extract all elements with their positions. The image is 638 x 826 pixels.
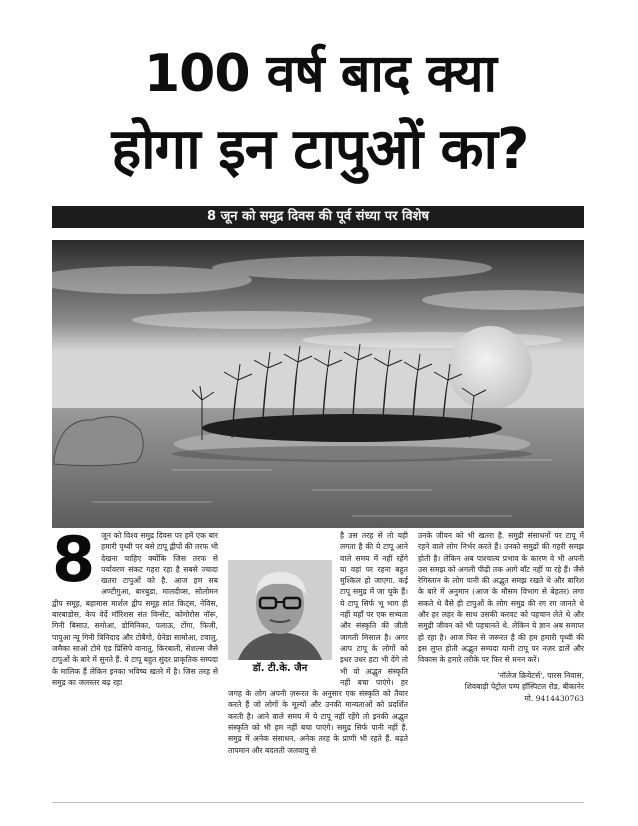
drop-cap: 8 (52, 530, 96, 596)
headline-line-2: होगा इन टापुओं का? (111, 117, 529, 182)
island-photo (52, 240, 584, 528)
headline-line-1: 100 वर्ष बाद क्या (143, 44, 497, 104)
column-1-text: जून को विश्व समुद्र दिवस पर हमें एक बार हमारी पृथ्वी पर बसे टापू द्वीपों की तरफ भी देखना चाहिए क्योंकि जिस तरफ से पर्यावरण संकट गहरा रहा है सबसे ज्यादा खतरा टापुओं को है. आज हम सब अण्टीगुआ, बारबुडा, मालदीव्स, सोलोमन द्वीप समूह, बहामास मार्शल द्वीप समूह सांत किट्स, नेविस, बारबाडोस, केप वेर्दे मॉरिशस संत विन्सेंट, कोमोरोस नॉरू, गिनी बिसाउ, समोआ, डोमिनिका, पलाऊ, टोंगा, फिजी, पापुआ न्यू गिनी त्रिनिदाद और टोबैगो, ग्रेनेडा सामोआ, टवालु, जमैका साओ टोमे एंड प्रिंसिपे वानातु, किरबाती, सेशल्स जैसे टापुओं के बारे में सुनते हैं. ये टापू बहुत सुंदर प्राकृतिक सम्पदा के मालिक हैं लेकिन इनका भविष्य खतरे में है। जिस तरह से समुद्र का जलस्तर बढ़ रहा (52, 531, 218, 687)
column-3-text: उनके जीवन को भी खतरा है. समुद्री संसाधनों पर टापू में रहने वाले लोग निर्भर करते हैं। उनको समुद्रों की गहरी समझ होती है। लेकिन अब पाश्चात्य प्रभाव के कारण वे भी अपनी उस समझ को अगली पीढ़ी तक आगे बाँट नहीं पा रहे हैं। जैसे रेगिस्तान के लोग पानी की अद्भुत समझ रखते थे और बारिश के बारे में अनुमान (आज के मौसम विभाग से बेहतर) लगा सकते थे वैसे ही टापुओं के लोग समुद्र की रग रग जानते थे और हर लहर के साथ उसकी करवट को पहचान लेते थे और समुद्री जीवन को भी पहचानते थे. लेकिन ये ज्ञान अब समाप्त हो रहा है। आज फिर से जरूरत है की हम हमारी पृथ्वी की इस लुप्त होती अद्भुत सम्पदा यानी टापू पर नज़र डालें और विकास के हमारे तरीके पर फिर से मनन करें। (418, 531, 584, 665)
article-column-2 (228, 530, 408, 792)
island-shadow (172, 446, 532, 462)
author-phone: मो. 9414430763 (524, 693, 584, 703)
subheading-banner: 8 जून को समुद्र दिवस की पूर्व संध्या पर विशेष (52, 206, 584, 228)
author-photo (228, 560, 332, 678)
author-affiliation: 'नॉलेज क्रियेटर्स', पारस निवास, (497, 670, 584, 680)
author-address: शिवबाड़ी पेट्रोल पम्प हॉस्पिटल रोड, बीकानेर (464, 682, 584, 692)
bottom-rule (52, 802, 584, 803)
column-2-text: है उस तरह से तो यही लगता है की ये टापू आने वाले समय में नहीं रहेंगे या वहां पर रहना बहुत मुश्किल हो जाएगा. कई टापू समुद्र में जा चुके हैं। ये टापू सिर्फ भू भाग ही नहीं यहाँ पर एक सभ्यता और संस्कृति की जीती जागती मिसाल है। अगर आप टापू के लोगों को इधर उधर हटा भी देंगे तो भी वो अद्भुत संस्कृति नहीं बचा पाएंगे। हर जगह के लोग अपनी ज़रूरत के अनुसार एक संस्कृति को तैयार करते हैं जो लोगों के मूल्यों और उनकी मान्यताओं को प्रदर्शित करती है। आने वाले समय में ये टापू नहीं रहेंगे तो इनकी अद्भुत संस्कृति को भी हम नहीं बचा पाएंगे। समुद्र सिर्फ पानी नहीं है. समुद्र में अनेक संसाधन, अनेक तरह के प्राणी भी रहते हैं. बढ़ते तापमान और बदलती जलवायु से (228, 531, 408, 755)
article-column-1 (52, 530, 218, 792)
author-portrait (228, 560, 332, 660)
author-name: डॉ. टी.के. जैन (228, 660, 332, 678)
author-signoff (418, 670, 584, 705)
article-column-3 (418, 530, 584, 792)
moon (448, 326, 532, 410)
article-body (52, 530, 584, 800)
